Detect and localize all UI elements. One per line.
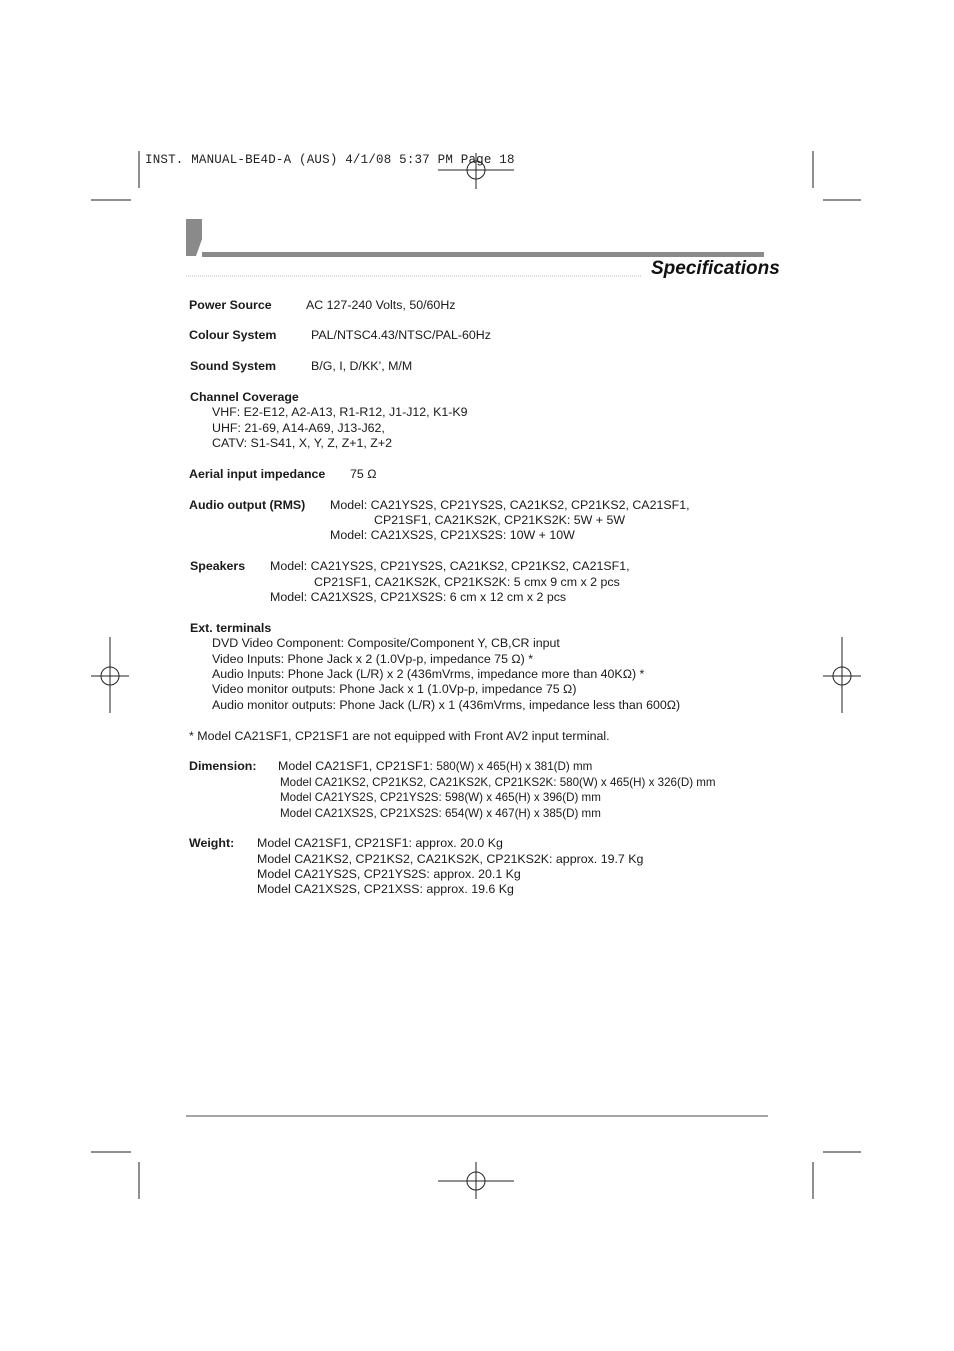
page-title: Specifications	[651, 258, 780, 279]
audio-output-label: Audio output (RMS)	[189, 498, 306, 512]
weight-line: Model CA21SF1, CP21SF1: approx. 20.0 Kg	[257, 836, 503, 850]
ext-terminals-line: Audio Inputs: Phone Jack (L/R) x 2 (436mVrms, impedance more than 40KΩ) *	[212, 667, 645, 681]
colour-system-value: PAL/NTSC4.43/NTSC/PAL-60Hz	[311, 328, 491, 342]
ext-terminals-line: Video Inputs: Phone Jack x 2 (1.0Vp-p, impedance 75 Ω) *	[212, 652, 534, 666]
footnote: * Model CA21SF1, CP21SF1 are not equipped with Front AV2 input terminal.	[189, 729, 610, 743]
speakers-line: CP21SF1, CA21KS2K, CP21KS2K: 5 cmx 9 cm x 2 pcs	[314, 575, 620, 589]
channel-coverage-catv: CATV: S1-S41, X, Y, Z, Z+1, Z+2	[212, 436, 392, 450]
power-source-value: AC 127-240 Volts, 50/60Hz	[306, 298, 456, 312]
dimension-line: Model CA21SF1, CP21SF1: 580(W) x 465(H) x 381(D) mm	[278, 759, 593, 773]
print-slug: INST. MANUAL-BE4D-A (AUS) 4/1/08 5:37 PM Page 18	[145, 153, 515, 167]
ext-terminals-line: Audio monitor outputs: Phone Jack (L/R) x 1 (436mVrms, impedance less than 600Ω)	[212, 698, 681, 712]
sound-system-label: Sound System	[190, 359, 277, 373]
sound-system-value: B/G, I, D/KK’, M/M	[311, 359, 413, 373]
channel-coverage-label: Channel Coverage	[190, 390, 299, 404]
power-source-label: Power Source	[189, 298, 272, 312]
audio-output-line: Model: CA21XS2S, CP21XS2S: 10W + 10W	[330, 528, 575, 542]
audio-output-line: CP21SF1, CA21KS2K, CP21KS2K: 5W + 5W	[374, 513, 626, 527]
dimension-label: Dimension:	[189, 759, 257, 773]
ext-terminals-label: Ext. terminals	[190, 621, 272, 635]
dimension-line: Model CA21KS2, CP21KS2, CA21KS2K, CP21KS2K: 580(W) x 465(H) x 326(D) mm	[280, 776, 716, 789]
ext-terminals-line: DVD Video Component: Composite/Component Y, CB,CR input	[212, 636, 560, 650]
ext-terminals-line: Video monitor outputs: Phone Jack x 1 (1.0Vp-p, impedance 75 Ω)	[212, 682, 577, 696]
speakers-line: Model: CA21XS2S, CP21XS2S: 6 cm x 12 cm x 2 pcs	[270, 590, 567, 604]
weight-line: Model CA21YS2S, CP21YS2S: approx. 20.1 Kg	[257, 867, 521, 881]
channel-coverage-vhf: VHF: E2-E12, A2-A13, R1-R12, J1-J12, K1-K9	[212, 405, 468, 419]
speakers-label: Speakers	[190, 559, 246, 573]
weight-line: Model CA21KS2, CP21KS2, CA21KS2K, CP21KS2K: approx. 19.7 Kg	[257, 852, 644, 866]
weight-line: Model CA21XS2S, CP21XSS: approx. 19.6 Kg	[257, 882, 514, 896]
audio-output-line: Model: CA21YS2S, CP21YS2S, CA21KS2, CP21KS2, CA21SF1,	[330, 498, 690, 512]
dimension-line: Model CA21YS2S, CP21YS2S: 598(W) x 465(H) x 396(D) mm	[280, 791, 601, 804]
weight-label: Weight:	[189, 836, 235, 850]
dimension-line: Model CA21XS2S, CP21XS2S: 654(W) x 467(H) x 385(D) mm	[280, 807, 601, 820]
colour-system-label: Colour System	[189, 328, 277, 342]
channel-coverage-uhf: UHF: 21-69, A14-A69, J13-J62,	[212, 421, 385, 435]
aerial-label: Aerial input impedance	[189, 467, 326, 481]
aerial-value: 75 Ω	[350, 467, 377, 481]
speakers-line: Model: CA21YS2S, CP21YS2S, CA21KS2, CP21KS2, CA21SF1,	[270, 559, 630, 573]
